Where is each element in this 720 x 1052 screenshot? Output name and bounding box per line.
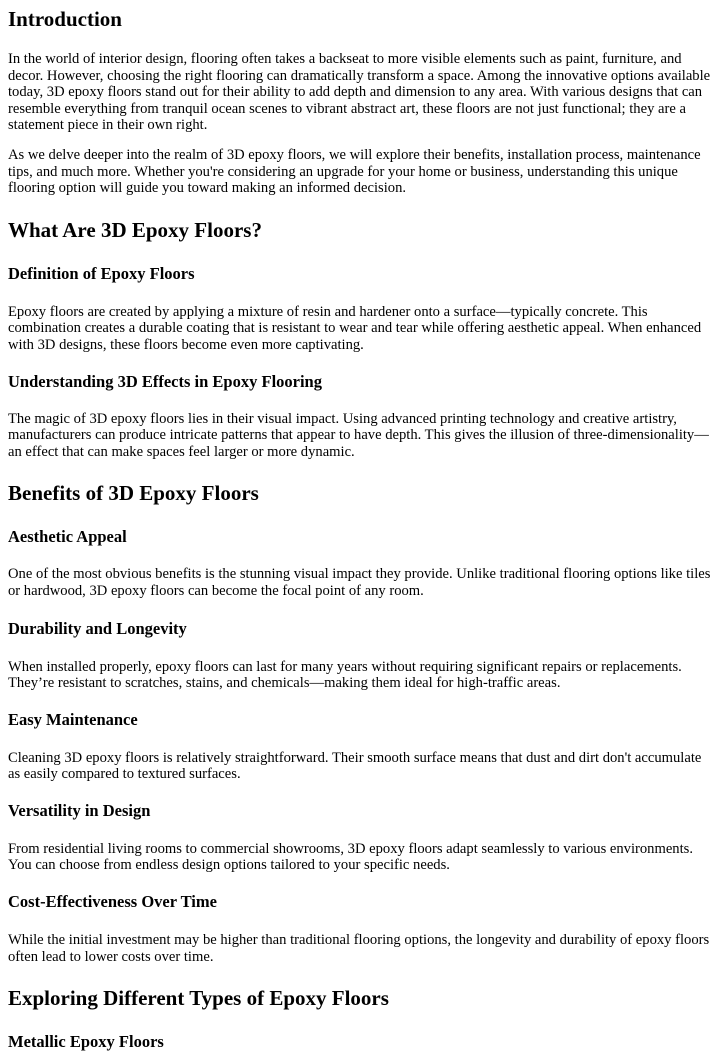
section-heading-introduction: Introduction <box>8 7 122 31</box>
subheading-definition: Definition of Epoxy Floors <box>8 263 195 283</box>
subheading-cost: Cost-Effectiveness Over Time <box>8 892 217 912</box>
understanding-3d-paragraph: The magic of 3D epoxy floors lies in their visual impact. Using advanced printing technology and creative artistry, manufacturers can produce intricate patterns that appear to have depth. This gives the illusion of three-dimensionality—an effect that can make spaces feel larger or more dynamic. <box>8 410 709 460</box>
subheading-maintenance: Easy Maintenance <box>8 709 138 729</box>
subheading-durability: Durability and Longevity <box>8 618 187 638</box>
subheading-metallic: Metallic Epoxy Floors <box>8 1032 164 1052</box>
definition-paragraph: Epoxy floors are created by applying a mixture of resin and hardener onto a surface—typically concrete. This combination creates a durable coating that is resistant to wear and tear while offering aesthetic appeal. When enhanced with 3D designs, these floors become even more captivating. <box>8 303 702 353</box>
aesthetic-paragraph: One of the most obvious benefits is the stunning visual impact they provide. Unlike traditional flooring options like tiles or hardwood, 3D epoxy floors can become the focal point of any room. <box>8 566 711 599</box>
section-heading-what-are: What Are 3D Epoxy Floors? <box>8 217 262 242</box>
subheading-aesthetic: Aesthetic Appeal <box>8 527 127 547</box>
section-heading-benefits: Benefits of 3D Epoxy Floors <box>8 481 259 506</box>
cost-paragraph: While the initial investment may be higher than traditional flooring options, the longevity and durability of epoxy floors often lead to lower costs over time. <box>8 932 710 965</box>
intro-paragraph-2: As we delve deeper into the realm of 3D epoxy floors, we will explore their benefits, installation process, maintenance tips, and much more. Whether you're considering an upgrade for your home or business, understanding this unique flooring option will guide you toward making an informed decision. <box>8 146 701 197</box>
maintenance-paragraph: Cleaning 3D epoxy floors is relatively straightforward. Their smooth surface means that dust and dirt don't accumulate as easily compared to textured surfaces. <box>8 749 702 783</box>
section-heading-types: Exploring Different Types of Epoxy Floors <box>8 986 389 1011</box>
versatility-paragraph: From residential living rooms to commercial showrooms, 3D epoxy floors adapt seamlessly to various environments. You can choose from endless design options tailored to your specific needs. <box>8 840 693 874</box>
subheading-understanding-3d: Understanding 3D Effects in Epoxy Flooring <box>8 371 322 391</box>
article <box>0 7 720 1052</box>
durability-paragraph: When installed properly, epoxy floors can last for many years without requiring significant repairs or replacements. They’re resistant to scratches, stains, and chemicals—making them ideal for high-traffic areas. <box>8 658 682 692</box>
subheading-versatility: Versatility in Design <box>8 800 151 820</box>
intro-paragraph-1: In the world of interior design, flooring often takes a backseat to more visible elements such as paint, furniture, and decor. However, choosing the right flooring can dramatically transform a space. Among the innovative options available today, 3D epoxy floors stand out for their ability to add depth and dimension to any area. With various designs that can resemble everything from tranquil ocean scenes to vibrant abstract art, these floors are not just functional; they are a statement piece in their own right. <box>8 51 711 134</box>
